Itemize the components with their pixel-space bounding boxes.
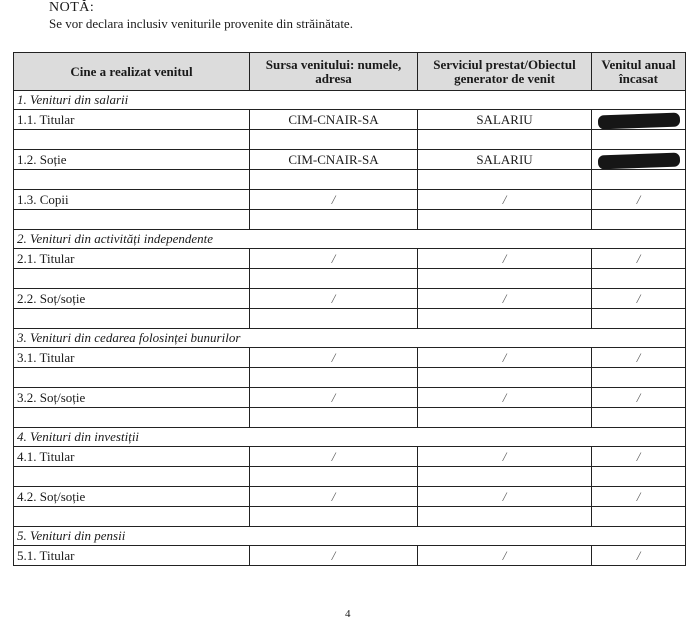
row-income: /	[592, 348, 686, 368]
empty-cell	[592, 269, 686, 289]
spacer-row	[14, 408, 686, 428]
spacer-row	[14, 467, 686, 487]
empty-cell	[250, 408, 418, 428]
row-service: /	[418, 190, 592, 210]
income-table	[13, 52, 686, 566]
empty-cell	[14, 408, 250, 428]
section-row	[14, 230, 686, 249]
spacer-row	[14, 210, 686, 230]
row-service: /	[418, 447, 592, 467]
row-income: /	[592, 190, 686, 210]
empty-cell	[250, 170, 418, 190]
row-who: 3.2. Soț/soție	[14, 388, 250, 408]
row-service: /	[418, 249, 592, 269]
row-source: CIM-CNAIR-SA	[250, 110, 418, 130]
row-who: 3.1. Titular	[14, 348, 250, 368]
row-source: /	[250, 546, 418, 566]
row-who: 1.2. Soție	[14, 150, 250, 170]
row-who: 4.2. Soț/soție	[14, 487, 250, 507]
empty-cell	[14, 467, 250, 487]
redacted-mark	[597, 152, 679, 169]
row-source: /	[250, 388, 418, 408]
table-body	[14, 91, 686, 566]
empty-cell	[250, 507, 418, 527]
table-row	[14, 348, 686, 368]
table-row	[14, 190, 686, 210]
empty-cell	[418, 507, 592, 527]
row-source: /	[250, 289, 418, 309]
row-income	[592, 150, 686, 170]
empty-cell	[592, 368, 686, 388]
row-who: 1.3. Copii	[14, 190, 250, 210]
empty-cell	[592, 408, 686, 428]
empty-cell	[250, 210, 418, 230]
empty-cell	[14, 130, 250, 150]
empty-cell	[418, 269, 592, 289]
empty-cell	[14, 170, 250, 190]
row-source: /	[250, 190, 418, 210]
nota-text: Se vor declara inclusiv veniturile provenite din străinătate.	[49, 16, 353, 31]
row-source: /	[250, 487, 418, 507]
empty-cell	[14, 210, 250, 230]
spacer-row	[14, 130, 686, 150]
row-income	[592, 110, 686, 130]
section-row	[14, 527, 686, 546]
section-title: 1. Venituri din salarii	[14, 91, 686, 110]
table-row	[14, 487, 686, 507]
row-source: /	[250, 249, 418, 269]
empty-cell	[418, 309, 592, 329]
row-income: /	[592, 388, 686, 408]
empty-cell	[250, 309, 418, 329]
row-income: /	[592, 487, 686, 507]
empty-cell	[250, 269, 418, 289]
spacer-row	[14, 269, 686, 289]
row-service: SALARIU	[418, 110, 592, 130]
row-service: SALARIU	[418, 150, 592, 170]
row-source: CIM-CNAIR-SA	[250, 150, 418, 170]
empty-cell	[250, 130, 418, 150]
empty-cell	[418, 210, 592, 230]
row-service: /	[418, 546, 592, 566]
empty-cell	[250, 467, 418, 487]
empty-cell	[592, 130, 686, 150]
section-row	[14, 91, 686, 110]
nota-label: NOTĂ:	[49, 0, 95, 15]
empty-cell	[418, 130, 592, 150]
spacer-row	[14, 309, 686, 329]
header-source: Sursa venitului: numele, adresa	[250, 53, 418, 91]
section-title: 4. Venituri din investiții	[14, 428, 686, 447]
row-source: /	[250, 348, 418, 368]
table-row	[14, 150, 686, 170]
section-title: 3. Venituri din cedarea folosinței bunurilor	[14, 329, 686, 348]
empty-cell	[592, 467, 686, 487]
row-who: 2.2. Soț/soție	[14, 289, 250, 309]
section-row	[14, 428, 686, 447]
redacted-mark	[597, 112, 679, 129]
spacer-row	[14, 507, 686, 527]
empty-cell	[592, 170, 686, 190]
table-row	[14, 447, 686, 467]
row-who: 1.1. Titular	[14, 110, 250, 130]
header-service: Serviciul prestat/Obiectul generator de venit	[418, 53, 592, 91]
section-row	[14, 329, 686, 348]
row-service: /	[418, 487, 592, 507]
row-income: /	[592, 289, 686, 309]
spacer-row	[14, 368, 686, 388]
row-source: /	[250, 447, 418, 467]
empty-cell	[418, 467, 592, 487]
row-income: /	[592, 249, 686, 269]
table-row	[14, 110, 686, 130]
table-header-row	[14, 53, 686, 91]
spacer-row	[14, 170, 686, 190]
row-who: 2.1. Titular	[14, 249, 250, 269]
row-service: /	[418, 388, 592, 408]
row-service: /	[418, 289, 592, 309]
table-row	[14, 249, 686, 269]
empty-cell	[418, 170, 592, 190]
empty-cell	[250, 368, 418, 388]
row-service: /	[418, 348, 592, 368]
row-who: 4.1. Titular	[14, 447, 250, 467]
empty-cell	[418, 368, 592, 388]
table-row	[14, 546, 686, 566]
empty-cell	[14, 269, 250, 289]
empty-cell	[592, 507, 686, 527]
empty-cell	[418, 408, 592, 428]
page-number: 4	[345, 608, 351, 620]
empty-cell	[14, 309, 250, 329]
header-income: Venitul anual încasat	[592, 53, 686, 91]
empty-cell	[14, 368, 250, 388]
section-title: 5. Venituri din pensii	[14, 527, 686, 546]
section-title: 2. Venituri din activități independente	[14, 230, 686, 249]
empty-cell	[14, 507, 250, 527]
table-row	[14, 289, 686, 309]
table-row	[14, 388, 686, 408]
empty-cell	[592, 309, 686, 329]
empty-cell	[592, 210, 686, 230]
row-income: /	[592, 447, 686, 467]
row-who: 5.1. Titular	[14, 546, 250, 566]
row-income: /	[592, 546, 686, 566]
header-who: Cine a realizat venitul	[14, 53, 250, 91]
